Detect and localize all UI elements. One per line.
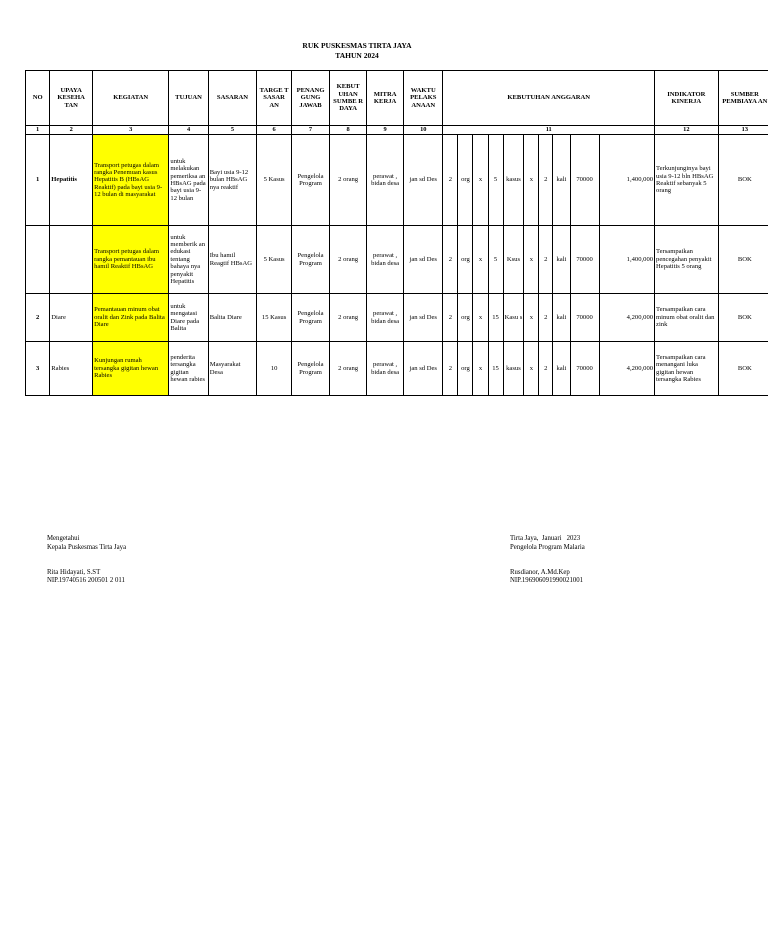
budget-case-unit: Kasu s (503, 294, 524, 342)
row-upaya (50, 226, 93, 294)
row-indikator: Terkunjunginya bayi usia 9-12 bln HBsAG Reaktif sebanyak 5 orang (655, 135, 719, 226)
header-mitra: MITRA KERJA (367, 71, 404, 126)
col-number: 11 (443, 126, 655, 135)
row-no: 2 (26, 294, 50, 342)
budget-frequency: 2 (539, 226, 553, 294)
budget-total: 4,200,000 (599, 294, 655, 342)
row-sumber: BOK (718, 342, 768, 396)
row-sumber-daya: 2 orang (330, 226, 367, 294)
row-sumber-daya: 2 orang (330, 342, 367, 396)
header-indikator: INDIKATOR KINERJA (655, 71, 719, 126)
header-pj: PENANG GUNG JAWAB (291, 71, 329, 126)
row-sumber: BOK (718, 135, 768, 226)
col-number: 5 (208, 126, 257, 135)
budget-rate: 70000 (570, 226, 599, 294)
budget-times: x (473, 135, 488, 226)
col-number: 13 (718, 126, 768, 135)
row-tujuan: untuk memberik an edukasi tentang bahaya nya penyakit Hepatitis (169, 226, 208, 294)
row-sumber-daya: 2 orang (330, 294, 367, 342)
signature-left-greeting: Mengetahui (47, 535, 80, 542)
budget-total: 4,200,000 (599, 342, 655, 396)
signature-left (47, 535, 126, 586)
row-sasaran: Bayi usia 9-12 bulan HBsAG nya reaktif (208, 135, 257, 226)
row-sasaran: Balita Diare (208, 294, 257, 342)
budget-people: 2 (443, 294, 458, 342)
row-target: 15 Kasus (257, 294, 292, 342)
col-number: 12 (655, 126, 719, 135)
col-number: 8 (330, 126, 367, 135)
row-kegiatan: Transport petugas dalam rangka pemantauan ibu hamil Reaktif HBsAG (93, 226, 169, 294)
column-number-row (26, 126, 768, 135)
table-row (26, 294, 768, 342)
signature-right-place-date: Tirta Jaya, Januari 2023 (510, 535, 581, 542)
row-indikator: Tersampaikan cara minum obat oralit dan zink (655, 294, 719, 342)
row-waktu: jan sd Des (404, 226, 443, 294)
budget-cases: 5 (488, 135, 503, 226)
col-number: 6 (257, 126, 292, 135)
budget-rate: 70000 (570, 342, 599, 396)
row-indikator: Tersampaikan pencegahan penyakit Hepatitis 5 orang (655, 226, 719, 294)
header-sumber: SUMBER PEMBIAYA AN (718, 71, 768, 126)
col-number: 1 (26, 126, 50, 135)
signature-left-nip: NIP.19740516 200501 2 011 (47, 577, 125, 585)
signature-right-position: Pengelola Program Malaria (510, 543, 585, 551)
header-no: NO (26, 71, 50, 126)
signature-left-name: Rita Hidayati, S.ST (47, 568, 101, 576)
row-waktu: jan sd Des (404, 342, 443, 396)
budget-people: 2 (443, 135, 458, 226)
row-tujuan: untuk mengatasi Diare pada Balita (169, 294, 208, 342)
header-sumber-daya: KEBUT UHAN SUMBE R DAYA (330, 71, 367, 126)
row-sumber: BOK (718, 226, 768, 294)
row-mitra: perawat , bidan desa (367, 342, 404, 396)
row-sasaran: Ibu hamil Reagtif HBsAG (208, 226, 257, 294)
header-waktu: WAKTU PELAKS ANAAN (404, 71, 443, 126)
budget-unit: org (458, 226, 473, 294)
signature-right-name: Rusdianor, A.Md.Kep (510, 568, 570, 576)
budget-case-unit: kasus (503, 342, 524, 396)
col-number: 4 (169, 126, 208, 135)
budget-total: 1,400,000 (599, 135, 655, 226)
budget-unit: org (458, 294, 473, 342)
budget-people: 2 (443, 226, 458, 294)
budget-times: x (473, 294, 488, 342)
budget-frequency: 2 (539, 135, 553, 226)
table-row (26, 226, 768, 294)
budget-case-unit: Ksus (503, 226, 524, 294)
row-no: 3 (26, 342, 50, 396)
table-row (26, 342, 768, 396)
budget-frequency-unit: kali (553, 294, 570, 342)
signature-left-position: Kepala Puskesmas Tirta Jaya (47, 543, 127, 551)
header-row (26, 71, 768, 126)
row-target: 5 Kasus (257, 226, 292, 294)
budget-unit: org (458, 135, 473, 226)
row-indikator: Tersampaikan cara menangani luka gigitan hewan tersangka Rabies (655, 342, 719, 396)
budget-case-unit: kasus (503, 135, 524, 226)
row-sumber: BOK (718, 294, 768, 342)
document-year: TAHUN 2024 (335, 51, 379, 60)
row-kegiatan: Kunjungan rumah tersangka gigitan hewan Rabies (93, 342, 169, 396)
ruk-table (25, 70, 768, 396)
row-waktu: jan sd Des (404, 135, 443, 226)
budget-unit: org (458, 342, 473, 396)
budget-frequency: 2 (539, 342, 553, 396)
budget-people: 2 (443, 342, 458, 396)
budget-cases: 15 (488, 294, 503, 342)
document-title: RUK PUSKESMAS TIRTA JAYA (302, 41, 412, 50)
budget-frequency: 2 (539, 294, 553, 342)
row-pj: Pengelola Program (291, 294, 329, 342)
budget-times: x (524, 226, 539, 294)
row-mitra: perawat , bidan desa (367, 226, 404, 294)
row-pj: Pengelola Program (291, 342, 329, 396)
budget-cases: 5 (488, 226, 503, 294)
col-number: 10 (404, 126, 443, 135)
budget-times: x (524, 135, 539, 226)
header-target: TARGE T SASAR AN (257, 71, 292, 126)
row-sasaran: Masyarakat Desa (208, 342, 257, 396)
budget-frequency-unit: kali (553, 135, 570, 226)
row-sumber-daya: 2 orang (330, 135, 367, 226)
budget-times: x (473, 342, 488, 396)
row-upaya: Rabies (50, 342, 93, 396)
header-anggaran: KEBUTUHAN ANGGARAN (443, 71, 655, 126)
row-kegiatan: Pemantauan minum obat oralit dan Zink pada Balita Diare (93, 294, 169, 342)
signature-right-nip: NIP.196906091990021001 (510, 577, 584, 585)
budget-cases: 15 (488, 342, 503, 396)
col-number: 3 (93, 126, 169, 135)
row-target: 10 (257, 342, 292, 396)
row-mitra: perawat , bidan desa (367, 294, 404, 342)
row-pj: Pengelola Program (291, 226, 329, 294)
row-no (26, 226, 50, 294)
row-target: 5 Kasus (257, 135, 292, 226)
col-number: 9 (367, 126, 404, 135)
budget-times: x (473, 226, 488, 294)
row-kegiatan: Transport petugas dalam rangka Penemuan kasus Hepatitis B (HBsAG Reaktif) pada bayi usia 9-12 bulan di masyarakat (93, 135, 169, 226)
header-sasaran: SASARAN (208, 71, 257, 126)
row-pj: Pengelola Program (291, 135, 329, 226)
budget-rate: 70000 (570, 294, 599, 342)
row-mitra: perawat , bidan desa (367, 135, 404, 226)
row-tujuan: penderita tersangka gigitan hewan rabies (169, 342, 208, 396)
row-upaya: Hepatitis (50, 135, 93, 226)
row-waktu: jan sd Des (404, 294, 443, 342)
budget-times: x (524, 294, 539, 342)
header-tujuan: TUJUAN (169, 71, 208, 126)
col-number: 7 (291, 126, 329, 135)
budget-rate: 70000 (570, 135, 599, 226)
row-tujuan: untuk melakukan pemeriksa an HBsAG pada bayi usia 9-12 bulan (169, 135, 208, 226)
header-kegiatan: KEGIATAN (93, 71, 169, 126)
budget-frequency-unit: kali (553, 342, 570, 396)
budget-total: 1,400,000 (599, 226, 655, 294)
table-row (26, 135, 768, 226)
budget-frequency-unit: kali (553, 226, 570, 294)
budget-times: x (524, 342, 539, 396)
row-upaya: Diare (50, 294, 93, 342)
col-number: 2 (50, 126, 93, 135)
signature-right (510, 535, 585, 586)
row-no: 1 (26, 135, 50, 226)
header-upaya: UPAYA KESEHA TAN (50, 71, 93, 126)
